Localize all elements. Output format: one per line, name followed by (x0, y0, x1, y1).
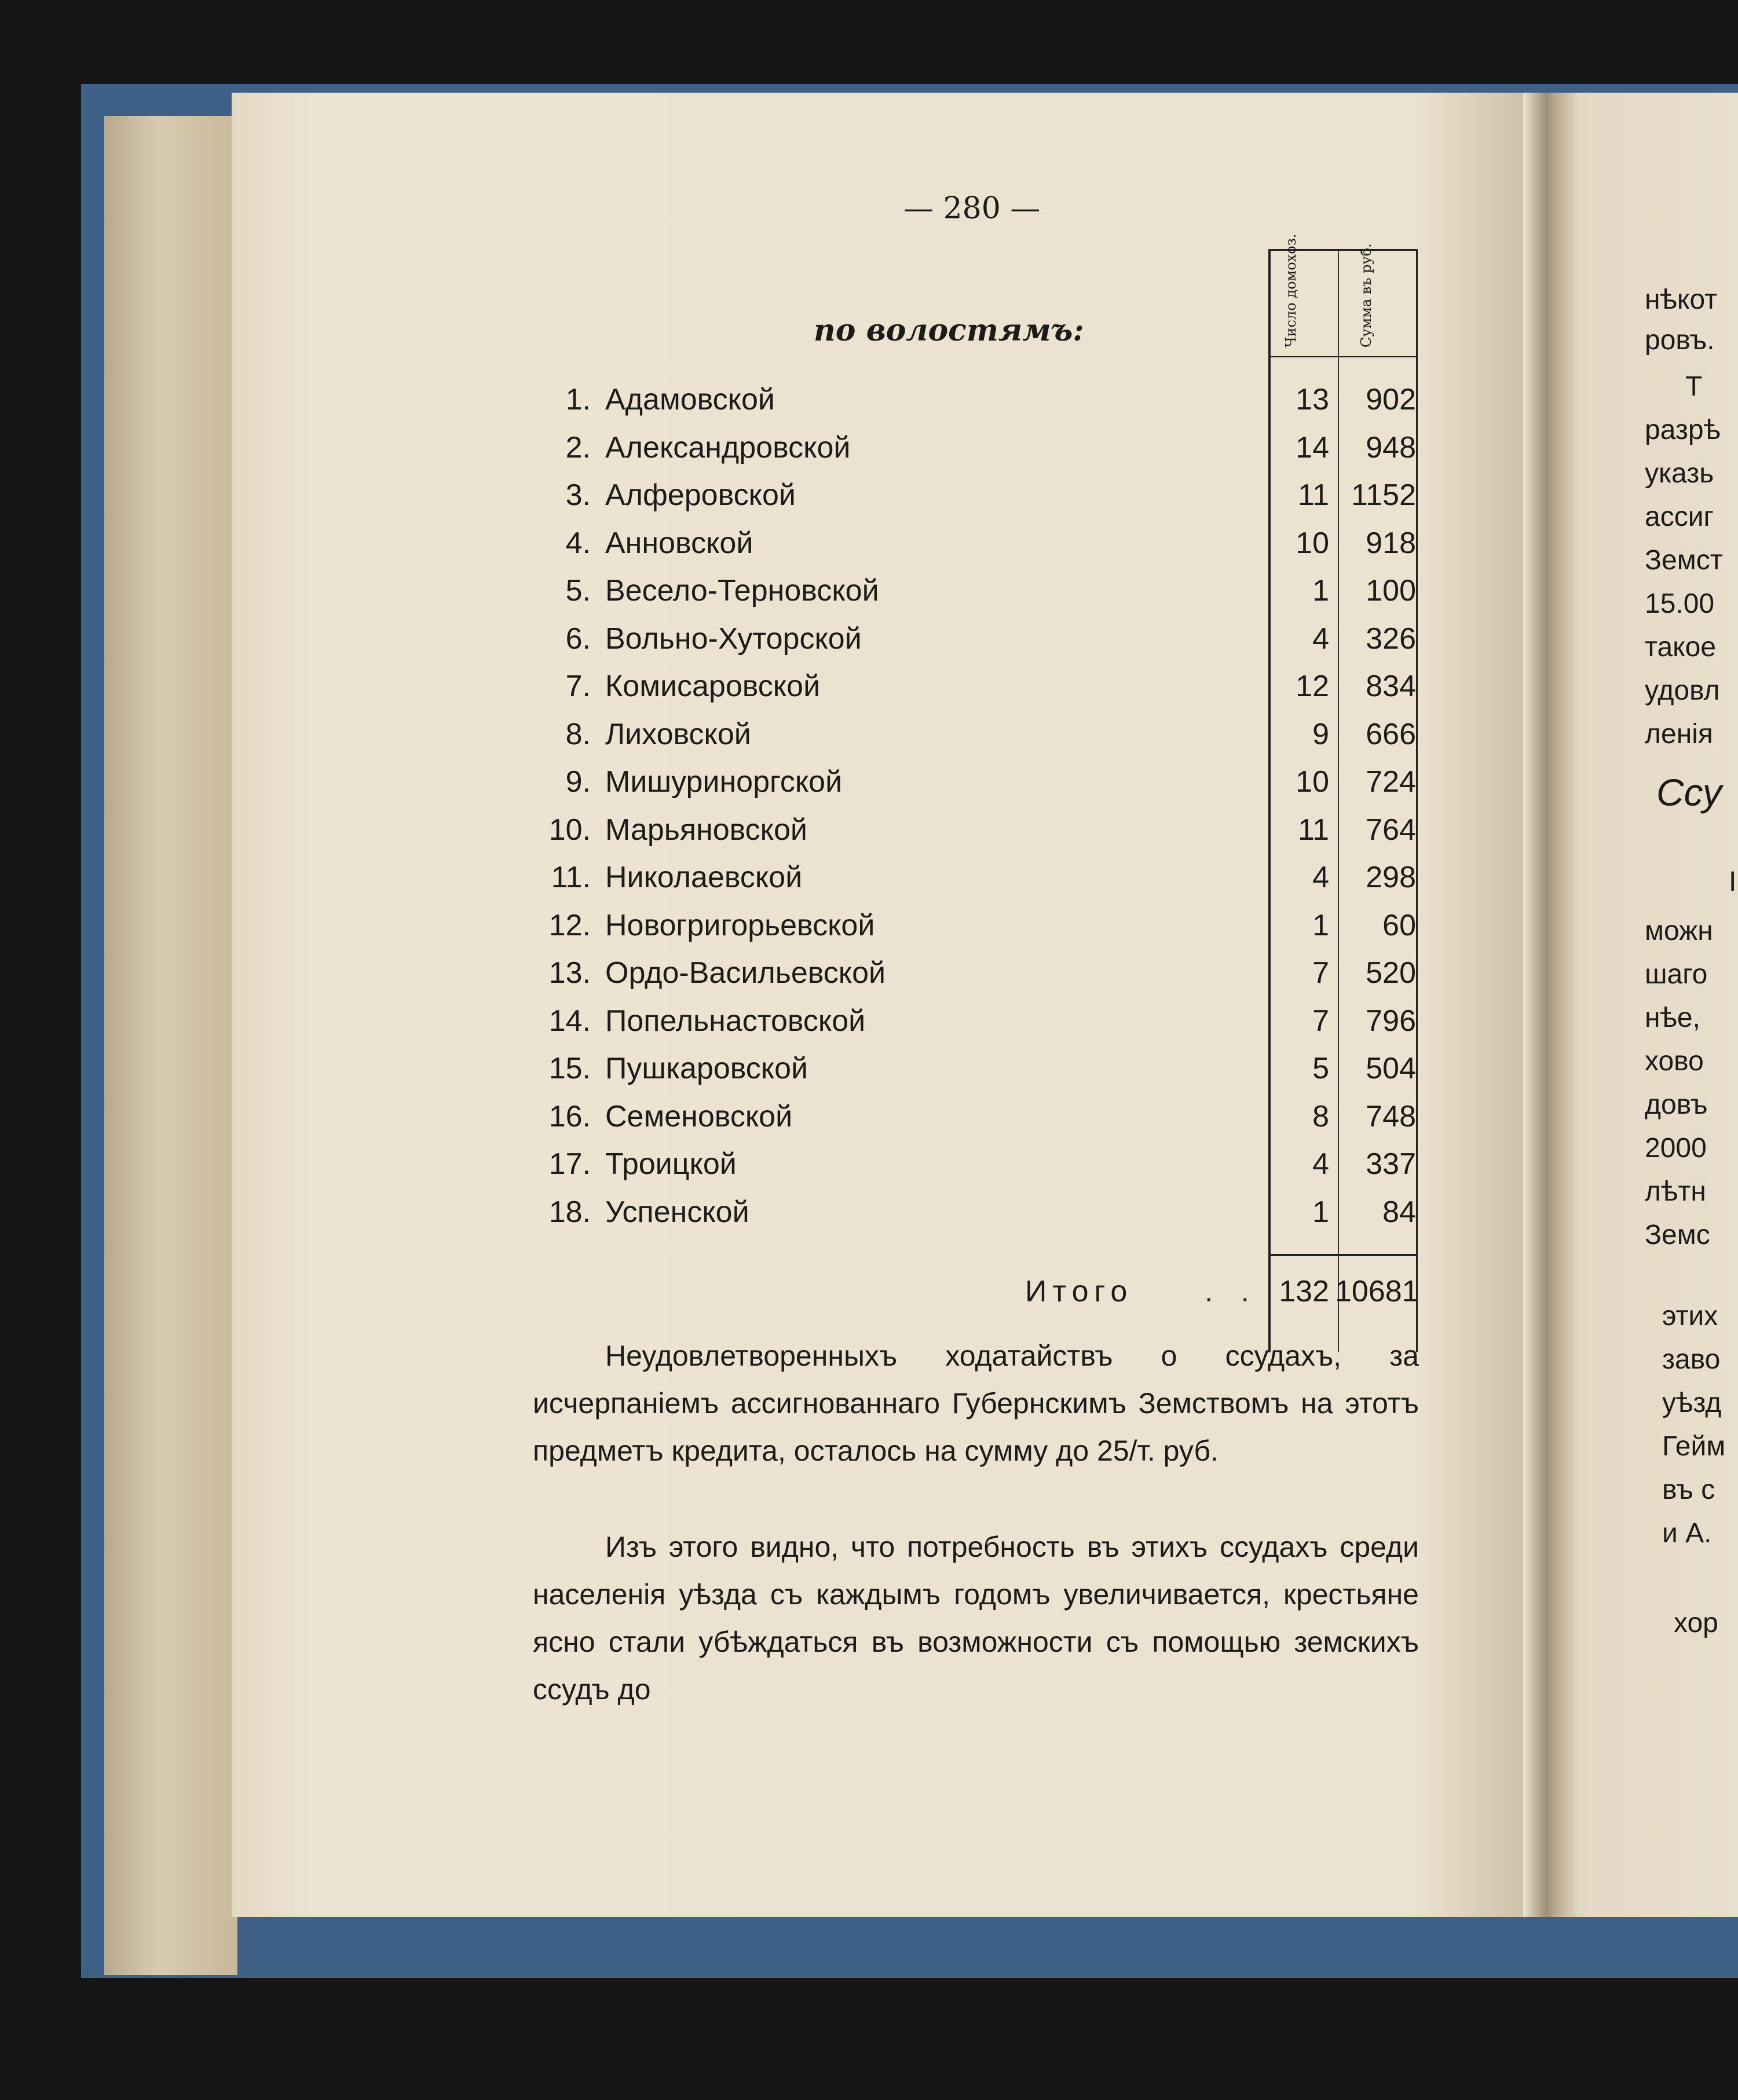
table-row (521, 478, 1419, 525)
right-fragment: Земс (1645, 1220, 1710, 1250)
table-row (521, 1195, 1419, 1242)
volost-name: Успенской (605, 1195, 749, 1229)
table-row (521, 764, 1419, 812)
row-number: 16. (548, 1099, 591, 1133)
right-fragment: такое (1645, 632, 1717, 663)
volost-name: Адамовской (605, 383, 775, 416)
volost-name: Троицкой (605, 1147, 737, 1181)
column-header-sum: Сумма въ руб. (1358, 243, 1374, 347)
volost-name: Алферовской (605, 478, 796, 512)
right-fragment: шаго (1645, 959, 1708, 990)
loan-sum: 834 (1366, 669, 1416, 703)
loan-sum: 84 (1382, 1195, 1416, 1229)
row-number: 14. (548, 1004, 591, 1038)
volost-name: Попельнастовской (605, 1004, 866, 1038)
volost-name: Лиховской (605, 717, 751, 751)
table-row (521, 717, 1419, 764)
loan-sum: 764 (1366, 813, 1416, 847)
table-row (521, 1051, 1419, 1099)
households-count: 10 (1296, 765, 1329, 799)
row-number: 13. (548, 956, 591, 990)
right-fragment: уѣзд (1662, 1388, 1722, 1418)
total-label: Итого (1025, 1275, 1133, 1308)
table-row (521, 382, 1419, 430)
row-number: 7. (565, 669, 591, 703)
row-number: 6. (565, 621, 591, 656)
households-count: 14 (1296, 430, 1329, 464)
table-row (521, 908, 1419, 956)
table-row (521, 669, 1419, 716)
loan-sum: 298 (1366, 861, 1416, 894)
row-number: 10. (548, 813, 591, 847)
households-count: 11 (1298, 478, 1329, 512)
loan-sum: 948 (1366, 430, 1416, 464)
loan-sum: 902 (1366, 383, 1416, 416)
row-number: 18. (548, 1195, 591, 1229)
households-count: 8 (1312, 1099, 1329, 1133)
households-count: 4 (1312, 621, 1329, 656)
table-row (521, 573, 1419, 621)
right-fragment: хор (1674, 1608, 1718, 1638)
total-row (521, 1274, 1419, 1322)
right-fragment: нѣе, (1645, 1003, 1700, 1033)
households-count: 1 (1312, 908, 1329, 942)
row-number: 4. (565, 526, 591, 560)
loan-sum: 918 (1366, 526, 1416, 560)
loan-sum: 796 (1366, 1004, 1416, 1038)
row-number: 11. (551, 861, 591, 894)
row-number: 17. (548, 1147, 591, 1181)
total-sum: 10681 (1335, 1275, 1419, 1308)
households-count: 13 (1296, 383, 1329, 416)
right-fragment: І (1729, 866, 1737, 897)
households-count: 1 (1312, 574, 1329, 608)
row-number: 9. (565, 765, 591, 799)
loan-sum: 504 (1366, 1052, 1416, 1085)
paragraph-1: Неудовлетворенныхъ ходатайствъ о ссудахъ, за исчерпаніемъ ассигнованнаго Губернскимъ Земствомъ на этотъ предметъ кредита, осталось на сумму до 25/т. руб. (533, 1340, 1419, 1467)
loan-sum: 100 (1366, 574, 1416, 608)
row-number: 15. (548, 1052, 591, 1085)
households-count: 7 (1312, 956, 1329, 990)
households-count: 4 (1312, 861, 1329, 894)
table-total-rule (1268, 1254, 1418, 1256)
right-fragment: указь (1645, 458, 1714, 489)
volost-name: Мишуриноргской (605, 765, 843, 799)
volost-name: Марьяновской (605, 813, 807, 847)
row-number: 1. (565, 383, 591, 416)
row-number: 2. (565, 430, 591, 464)
loan-sum: 60 (1382, 908, 1416, 942)
volost-name: Николаевской (605, 861, 803, 894)
households-count: 9 (1312, 717, 1329, 751)
table-row (521, 860, 1419, 908)
table-row (521, 813, 1419, 860)
right-fragment: и А. (1662, 1518, 1712, 1549)
table-row (521, 956, 1419, 1003)
households-count: 1 (1312, 1195, 1329, 1229)
right-fragment: заво (1662, 1344, 1721, 1375)
total-dots: .. (1205, 1275, 1277, 1308)
volost-name: Вольно-Хуторской (605, 621, 862, 656)
paragraph-2: Изъ этого видно, что потребность въ этихъ ссудахъ среди населенія уѣзда съ каждымъ годомъ увеличивается, крестьяне ясно стали убѣждаться въ возможности съ помощью земскихъ ссудъ до (533, 1531, 1419, 1706)
right-fragment: нѣкот (1645, 284, 1718, 315)
volost-name: Весело-Терновской (605, 574, 879, 608)
households-count: 5 (1312, 1052, 1329, 1085)
right-fragment: ленія (1645, 719, 1713, 749)
households-count: 7 (1312, 1004, 1329, 1038)
volost-name: Пушкаровской (605, 1052, 808, 1085)
loan-sum: 337 (1366, 1147, 1416, 1181)
right-fragment: удовл (1645, 675, 1720, 706)
right-fragment: 15.00 (1645, 588, 1715, 619)
row-number: 3. (565, 478, 591, 512)
table-row (521, 430, 1419, 478)
volost-name: Анновской (605, 526, 753, 560)
page-number: — 280 — (903, 191, 1041, 226)
right-fragment: лѣтн (1645, 1176, 1706, 1207)
right-fragment: въ с (1662, 1475, 1715, 1505)
loan-sum: 520 (1366, 956, 1416, 990)
loan-sum: 326 (1366, 621, 1416, 656)
right-fragment: Земст (1645, 545, 1723, 576)
table-row (521, 621, 1419, 669)
right-fragment: Гейм (1662, 1431, 1726, 1462)
right-fragment: хово (1645, 1046, 1704, 1077)
table-row (521, 1004, 1419, 1051)
loan-sum: 724 (1366, 765, 1416, 799)
table-row (521, 1099, 1419, 1147)
right-fragment: можн (1645, 916, 1713, 946)
volost-name: Александровской (605, 430, 851, 464)
row-number: 8. (565, 717, 591, 751)
right-fragment: Т (1685, 371, 1703, 402)
right-fragment: ровъ. (1645, 325, 1715, 356)
loan-sum: 666 (1366, 717, 1416, 751)
table-row (521, 1147, 1419, 1194)
households-count: 12 (1296, 669, 1329, 703)
table-row (521, 526, 1419, 573)
right-fragment: этих (1662, 1301, 1718, 1331)
loan-sum: 748 (1366, 1099, 1416, 1133)
table-header-rule (1268, 356, 1418, 357)
right-fragment: разрѣ (1645, 415, 1721, 445)
column-header-count: Число домохоз. (1283, 233, 1299, 347)
volost-name: Ордо-Васильевской (605, 956, 886, 990)
volost-name: Семеновской (605, 1099, 793, 1133)
households-count: 10 (1296, 526, 1329, 560)
volost-name: Новогригорьевской (605, 908, 875, 942)
loan-sum: 1152 (1351, 478, 1416, 512)
right-fragment: 2000 (1645, 1133, 1707, 1164)
table-heading: по волостямъ: (814, 313, 1084, 348)
row-number: 5. (565, 574, 591, 608)
right-fragment: Ссу (1656, 771, 1722, 814)
right-fragment: ассиг (1645, 502, 1714, 532)
page-edges (104, 116, 237, 1975)
households-count: 11 (1298, 813, 1329, 847)
row-number: 12. (548, 908, 591, 942)
right-fragment: довъ (1645, 1089, 1708, 1120)
volost-name: Комисаровской (605, 669, 821, 703)
households-count: 4 (1312, 1147, 1329, 1181)
total-count: 132 (1279, 1275, 1329, 1308)
